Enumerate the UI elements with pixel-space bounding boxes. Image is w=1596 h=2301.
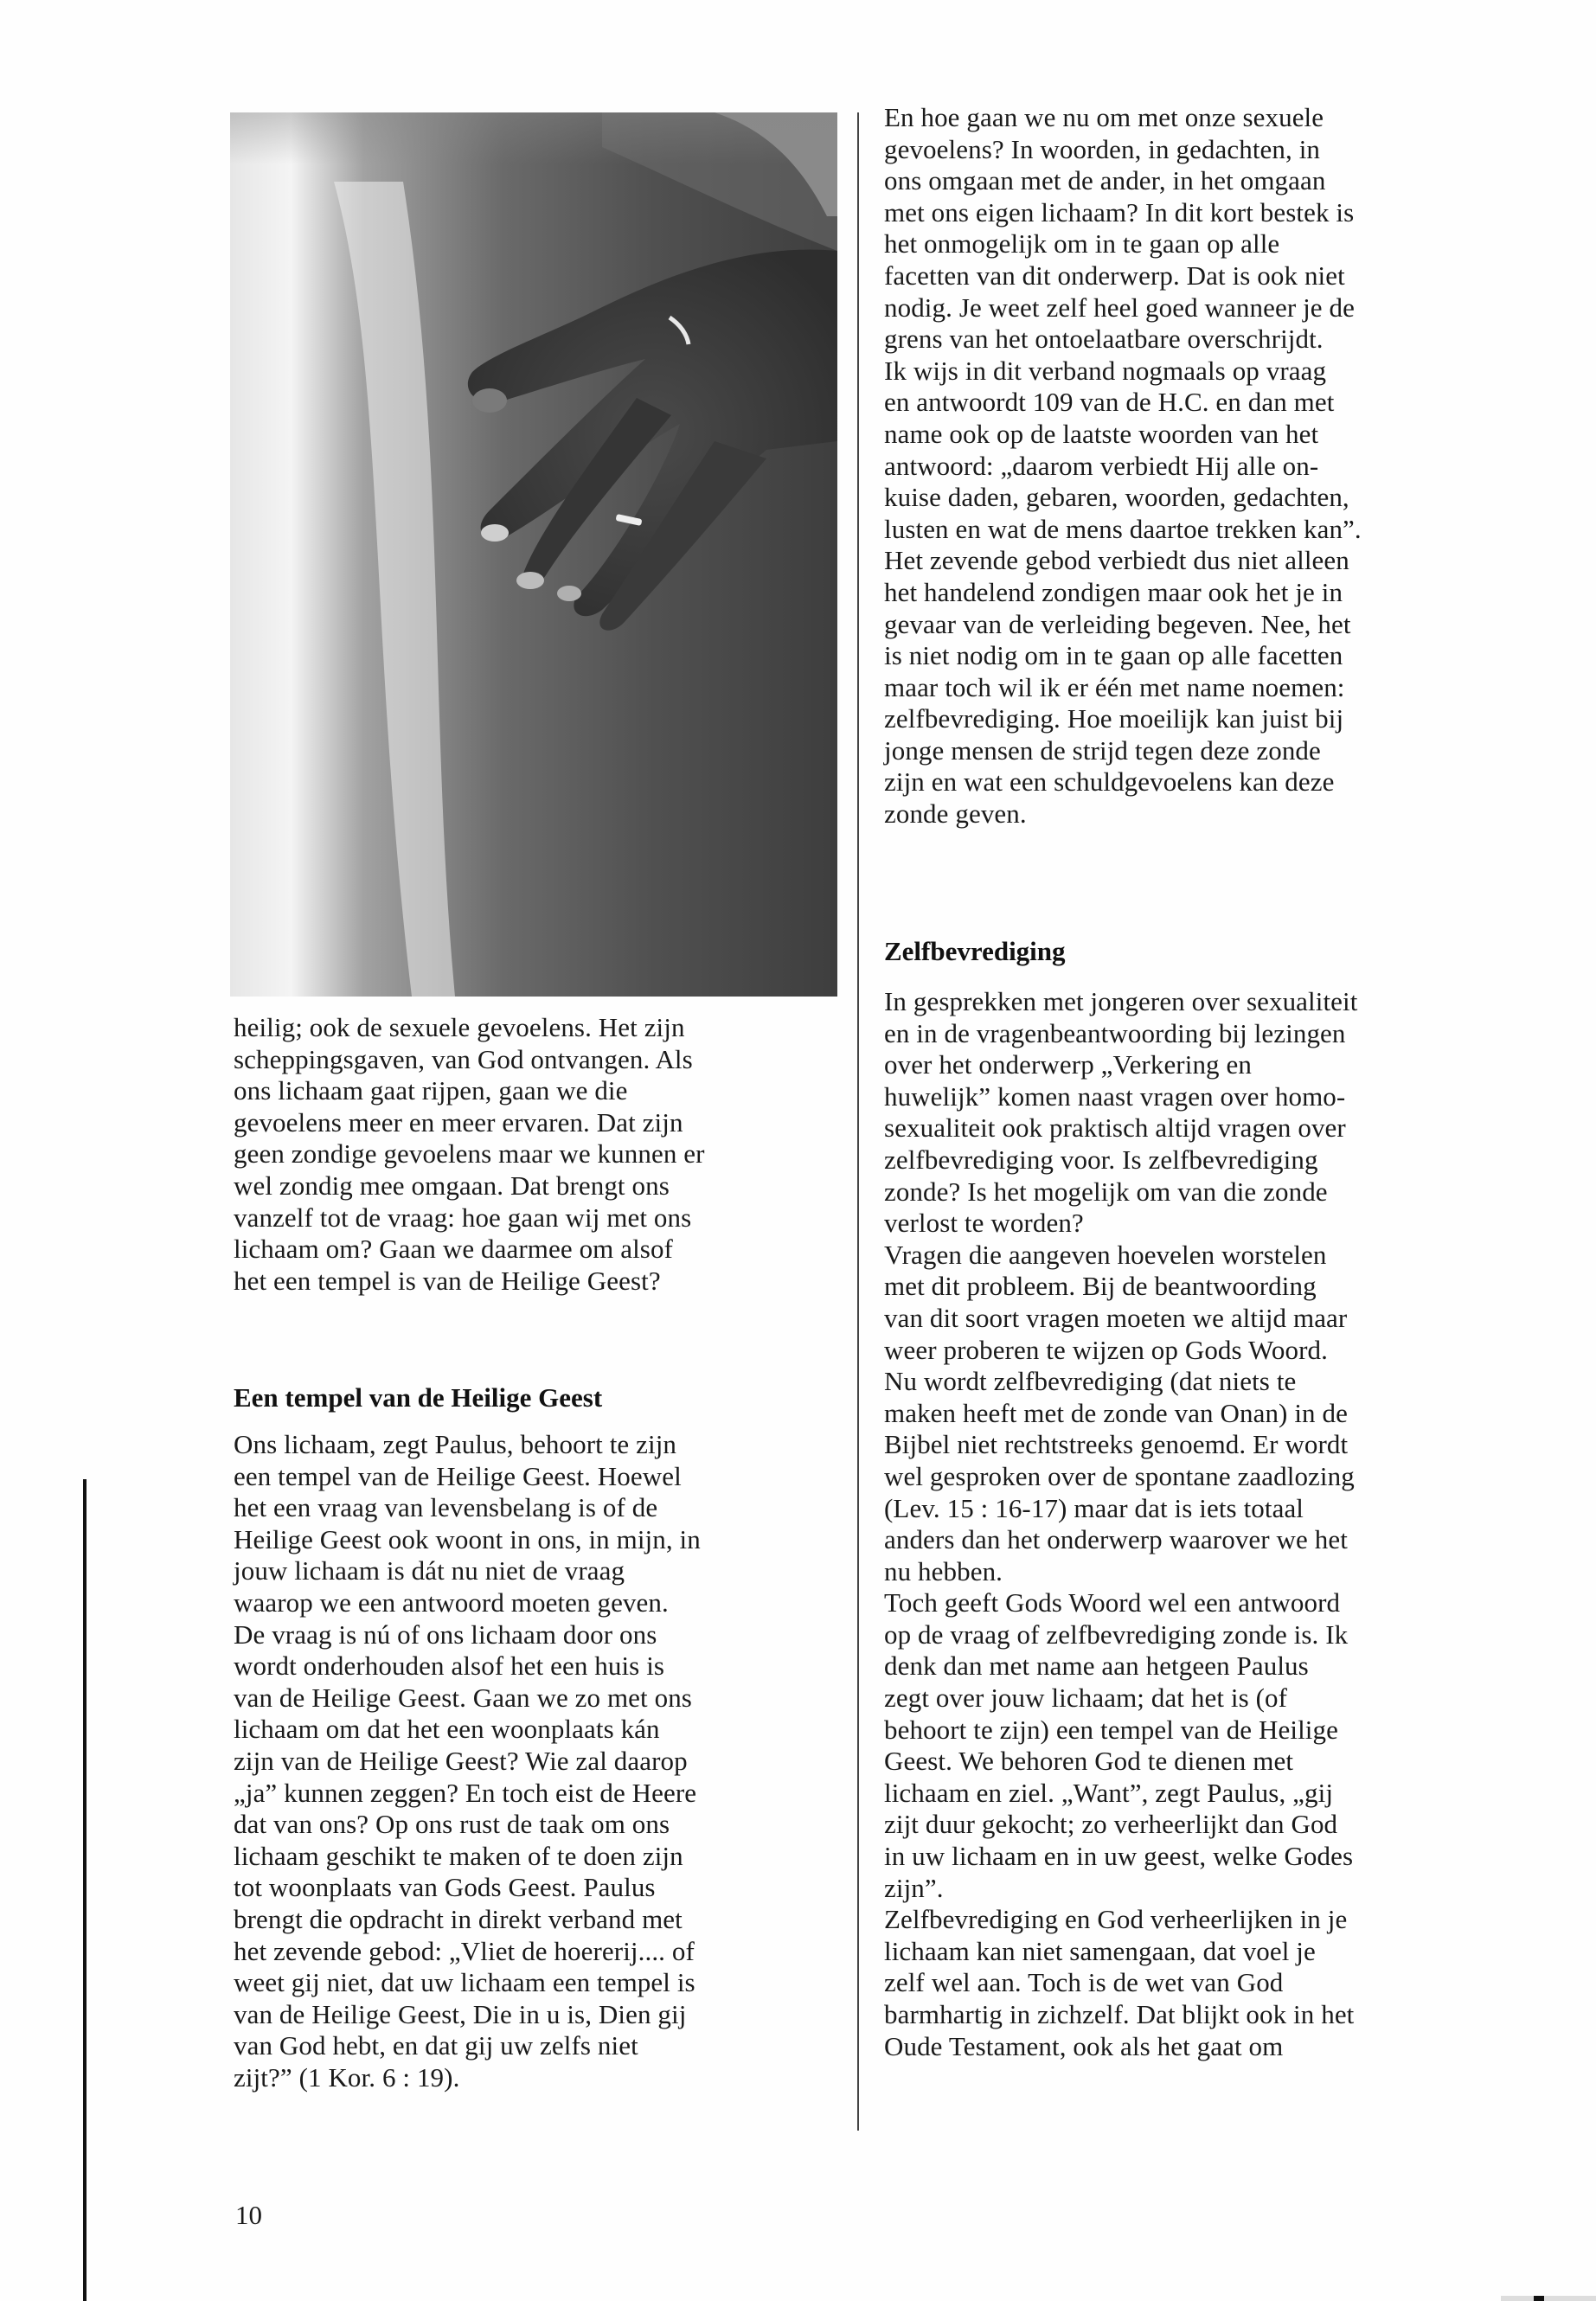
text-line: zijn”. bbox=[884, 1872, 944, 1903]
text-line: behoort te zijn) een tempel van de Heilige bbox=[884, 1714, 1338, 1745]
text-line: zonde? Is het mogelijk om van die zonde bbox=[884, 1176, 1328, 1207]
text-line: wel zondig mee omgaan. Dat brengt ons bbox=[234, 1170, 670, 1201]
text-line: van de Heilige Geest, Die in u is, Dien gij bbox=[234, 1998, 687, 2029]
text-line: jouw lichaam is dát nu niet de vraag bbox=[234, 1555, 625, 1586]
text-line: kuise daden, gebaren, woorden, gedachten, bbox=[884, 482, 1349, 513]
text-line: zonde geven. bbox=[884, 798, 1027, 830]
text-line: brengt die opdracht in direkt verband met bbox=[234, 1903, 683, 1934]
text-line: Vragen die aangeven hoevelen worstelen bbox=[884, 1239, 1327, 1270]
text-line: vanzelf tot de vraag: hoe gaan wij met ons bbox=[234, 1202, 692, 1233]
text-line: Het zevende gebod verbiedt dus niet alleen bbox=[884, 545, 1349, 576]
text-line: met dit probleem. Bij de beantwoording bbox=[884, 1271, 1317, 1302]
text-line: zijt duur gekocht; zo verheerlijkt dan God bbox=[884, 1809, 1338, 1840]
text-line: van de Heilige Geest. Gaan we zo met ons bbox=[234, 1682, 692, 1713]
section-heading-zelfbevrediging: Zelfbevrediging bbox=[884, 936, 1066, 966]
text-line: lichaam kan niet samengaan, dat voel je bbox=[884, 1935, 1316, 1966]
text-line: zijn van de Heilige Geest? Wie zal daarop bbox=[234, 1745, 688, 1776]
text-line: name ook op de laatste woorden van het bbox=[884, 418, 1319, 449]
text-line: geen zondige gevoelens maar we kunnen er bbox=[234, 1138, 705, 1170]
text-line: Toch geeft Gods Woord wel een antwoord bbox=[884, 1587, 1341, 1618]
text-line: weet gij niet, dat uw lichaam een tempel is bbox=[234, 1967, 695, 1998]
text-line: en in de vragenbeantwoording bij lezingen bbox=[884, 1017, 1346, 1048]
text-line: „ja” kunnen zeggen? En toch eist de Heere bbox=[234, 1777, 697, 1808]
page-number: 10 bbox=[235, 2200, 262, 2230]
text-line: heilig; ook de sexuele gevoelens. Het zijn bbox=[234, 1012, 685, 1042]
text-line: En hoe gaan we nu om met onze sexuele bbox=[884, 102, 1324, 132]
text-line: zelfbevrediging. Hoe moeilijk kan juist bij bbox=[884, 703, 1344, 734]
left-column-section bbox=[234, 1429, 839, 2093]
text-line: waarop we een antwoord moeten geven. bbox=[234, 1586, 669, 1618]
text-line: zegt over jouw lichaam; dat het is (of bbox=[884, 1682, 1288, 1714]
section-heading-tempel: Een tempel van de Heilige Geest bbox=[234, 1382, 603, 1413]
text-line: lichaam om dat het een woonplaats kán bbox=[234, 1714, 660, 1745]
text-line: van God hebt, en dat gij uw zelfs niet bbox=[234, 2030, 638, 2061]
text-line: maar toch wil ik er één met name noemen: bbox=[884, 671, 1345, 702]
text-line: het handelend zondigen maar ook het je in bbox=[884, 576, 1343, 607]
text-line: gevoelens meer en meer ervaren. Dat zijn bbox=[234, 1106, 683, 1138]
text-line: het een vraag van levensbelang is of de bbox=[234, 1492, 658, 1523]
text-line: anders dan het onderwerp waarover we het bbox=[884, 1524, 1348, 1555]
text-line: huwelijk” komen naast vragen over homo- bbox=[884, 1080, 1346, 1112]
text-line: Oude Testament, ook als het gaat om bbox=[884, 2030, 1284, 2061]
text-line: zijn en wat een schuldgevoelens kan deze bbox=[884, 766, 1335, 798]
text-line: van dit soort vragen moeten we altijd maar bbox=[884, 1302, 1348, 1333]
text-line: facetten van dit onderwerp. Dat is ook niet bbox=[884, 260, 1345, 291]
text-line: maken heeft met de zonde van Onan) in de bbox=[884, 1397, 1348, 1428]
text-line: sexualiteit ook praktisch altijd vragen over bbox=[884, 1112, 1346, 1144]
text-line: lichaam geschikt te maken of te doen zijn bbox=[234, 1840, 683, 1871]
text-line: zelfbevrediging voor. Is zelfbevrediging bbox=[884, 1144, 1318, 1175]
text-line: met ons eigen lichaam? In dit kort bestek is bbox=[884, 196, 1355, 228]
right-column-section bbox=[884, 986, 1550, 2062]
text-line: Ik wijs in dit verband nogmaals op vraag bbox=[884, 355, 1327, 386]
text-line: barmhartig in zichzelf. Dat blijkt ook in het bbox=[884, 1999, 1355, 2029]
text-line: dat van ons? Op ons rust de taak om ons bbox=[234, 1809, 670, 1840]
text-line: grens van het ontoelaatbare overschrijdt. bbox=[884, 324, 1324, 355]
text-line: tot woonplaats van Gods Geest. Paulus bbox=[234, 1872, 656, 1903]
text-line: het zevende gebod: „Vliet de hoererij.... of bbox=[234, 1935, 695, 1966]
text-line: een tempel van de Heilige Geest. Hoewel bbox=[234, 1460, 682, 1491]
text-line: lichaam en ziel. „Want”, zegt Paulus, „gij bbox=[884, 1777, 1334, 1808]
text-line: ons lichaam gaat rijpen, gaan we die bbox=[234, 1075, 628, 1106]
text-line: lichaam om? Gaan we daarmee om alsof bbox=[234, 1234, 673, 1265]
text-line: op de vraag of zelfbevrediging zonde is. Ik bbox=[884, 1618, 1349, 1650]
text-line: Zelfbevrediging en God verheerlijken in je bbox=[884, 1904, 1348, 1935]
text-line: Bijbel niet rechtstreeks genoemd. Er wordt bbox=[884, 1429, 1349, 1460]
text-line: het onmogelijk om in te gaan op alle bbox=[884, 228, 1280, 260]
text-line: over het onderwerp „Verkering en bbox=[884, 1049, 1252, 1080]
text-line: nu hebben. bbox=[884, 1555, 1003, 1586]
text-line: denk dan met name aan hetgeen Paulus bbox=[884, 1650, 1309, 1682]
right-column-intro bbox=[884, 102, 1550, 830]
text-line: De vraag is nú of ons lichaam door ons bbox=[234, 1618, 657, 1650]
text-line: gevoelens? In woorden, in gedachten, in bbox=[884, 133, 1321, 164]
text-line: verlost te worden? bbox=[884, 1208, 1084, 1239]
text-line: zijt?” (1 Kor. 6 : 19). bbox=[234, 2061, 460, 2093]
text-line: lusten en wat de mens daartoe trekken kan”. bbox=[884, 513, 1362, 544]
text-line: zelf wel aan. Toch is de wet van God bbox=[884, 1967, 1284, 1998]
text-line: antwoord: „daarom verbiedt Hij alle on- bbox=[884, 450, 1319, 481]
text-line: wordt onderhouden alsof het een huis is bbox=[234, 1650, 665, 1682]
text-line: Heilige Geest ook woont in ons, in mijn, in bbox=[234, 1523, 701, 1554]
text-line: weer proberen te wijzen op Gods Woord. bbox=[884, 1334, 1328, 1365]
text-line: (Lev. 15 : 16-17) maar dat is iets totaal bbox=[884, 1492, 1304, 1523]
column-divider bbox=[857, 112, 859, 2131]
text-line: nodig. Je weet zelf heel goed wanneer je de bbox=[884, 292, 1355, 323]
text-line: jonge mensen de strijd tegen deze zonde bbox=[884, 734, 1321, 766]
text-line: Geest. We behoren God te dienen met bbox=[884, 1746, 1294, 1777]
text-line: gevaar van de verleiding begeven. Nee, het bbox=[884, 608, 1351, 639]
text-line: in uw lichaam en in uw geest, welke Godes bbox=[884, 1841, 1354, 1872]
scan-corner-mark bbox=[1501, 2296, 1596, 2301]
left-column-intro bbox=[234, 1012, 839, 1297]
text-line: Nu wordt zelfbevrediging (dat niets te bbox=[884, 1366, 1297, 1397]
text-line: In gesprekken met jongeren over sexualiteit bbox=[884, 986, 1358, 1016]
text-line: en antwoordt 109 van de H.C. en dan met bbox=[884, 387, 1335, 418]
text-line: ons omgaan met de ander, in het omgaan bbox=[884, 165, 1326, 196]
text-line: het een tempel is van de Heilige Geest? bbox=[234, 1265, 661, 1296]
text-line: is niet nodig om in te gaan op alle facetten bbox=[884, 640, 1343, 671]
text-line: scheppingsgaven, van God ontvangen. Als bbox=[234, 1043, 693, 1074]
photo-hands-rings-icon bbox=[230, 112, 837, 997]
hands-photo bbox=[230, 112, 837, 997]
text-line: wel gesproken over de spontane zaadlozing bbox=[884, 1460, 1355, 1491]
text-line: Ons lichaam, zegt Paulus, behoort te zijn bbox=[234, 1429, 677, 1459]
scan-edge-line bbox=[83, 1479, 87, 2301]
